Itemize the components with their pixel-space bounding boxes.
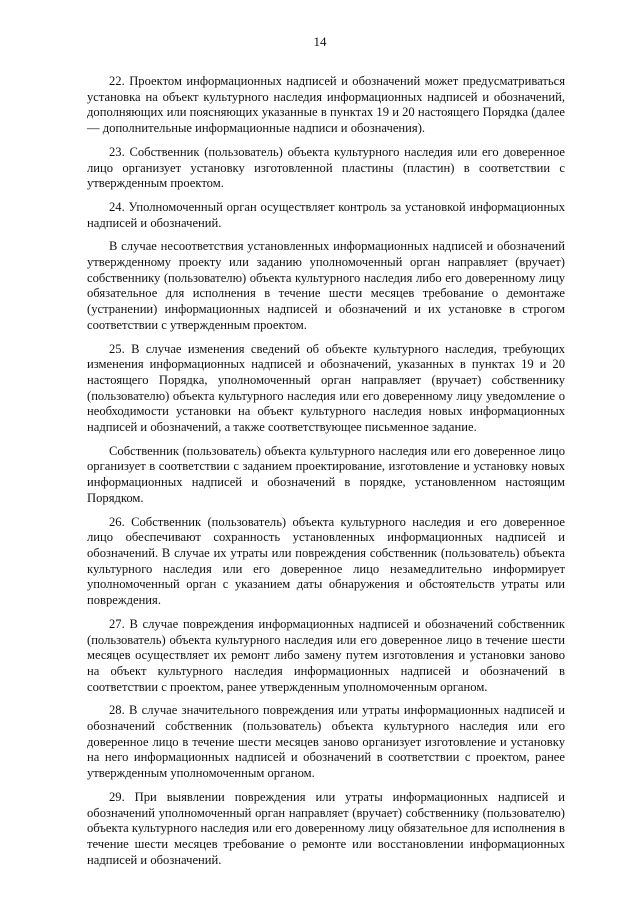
paragraph-28: 28. В случае значительного повреждения или утраты информационных надписей и обозначений собственник (пользователь) объекта культурного наследия или его доверенное лицо в течение шести месяцев заново организует изготовление и установку на него информационных надписей и обозначений в соответствии с проектом, ранее утвержденным уполномоченным органом. [87, 703, 565, 781]
paragraph-26: 26. Собственник (пользователь) объекта культурного наследия и его доверенное лицо обеспечивают сохранность установленных информационных надписей и обозначений. В случае их утраты или повреждения собственник (пользователь) объекта культурного наследия или его доверенное лицо незамедлительно информирует уполномоченный орган с указанием даты обнаружения и обстоятельств утраты или повреждения. [87, 514, 565, 608]
paragraph-25-continuation: Собственник (пользователь) объекта культурного наследия или его доверенное лицо организует в соответствии с заданием проектирование, изготовление и установку новых информационных надписей и обозначений в порядке, установленном настоящим Порядком. [87, 443, 565, 505]
paragraph-23: 23. Собственник (пользователь) объекта культурного наследия или его доверенное лицо организует установку изготовленной пластины (пластин) в соответствии с утвержденным проектом. [87, 144, 565, 191]
document-body [87, 74, 565, 876]
paragraph-25: 25. В случае изменения сведений об объекте культурного наследия, требующих изменения информационных надписей и обозначений, указанных в пунктах 19 и 20 настоящего Порядка, уполномоченный орган направляет (вручает) собственнику (пользователю) объекта культурного наследия или его доверенному лицу уведомление о необходимости установки на объект культурного наследия новых информационных надписей и обозначений, а также соответствующее письменное задание. [87, 341, 565, 435]
paragraph-29: 29. При выявлении повреждения или утраты информационных надписей и обозначений уполномоченный орган направляет (вручает) собственнику (пользователю) объекта культурного наследия или его доверенному лицу обязательное для исполнения в течение шести месяцев требование о ремонте или восстановлении информационных надписей и обозначений. [87, 789, 565, 867]
paragraph-27: 27. В случае повреждения информационных надписей и обозначений собственник (пользователь) объекта культурного наследия или его доверенное лицо в течение шести месяцев осуществляет их ремонт либо замену путем изготовления и установки заново на объект культурного наследия информационных надписей и обозначений в соответствии с проектом, ранее утвержденным уполномоченным органом. [87, 616, 565, 694]
paragraph-24: 24. Уполномоченный орган осуществляет контроль за установкой информационных надписей и обозначений. [87, 199, 565, 230]
paragraph-22: 22. Проектом информационных надписей и обозначений может предусматриваться установка на объект культурного наследия информационных надписей и обозначений, дополняющих или поясняющих указанные в пунктах 19 и 20 настоящего Порядка (далее — дополнительные информационные надписи и обозначения). [87, 74, 565, 136]
paragraph-24-continuation: В случае несоответствия установленных информационных надписей и обозначений утвержденному проекту или заданию уполномоченный орган направляет (вручает) собственнику (пользователю) объекта культурного наследия либо его доверенному лицу обязательное для исполнения в течение шести месяцев требование о демонтаже (устранении) информационных надписей и обозначений и их установке в строгом соответствии с утвержденным проектом. [87, 239, 565, 332]
page-number: 14 [313, 34, 327, 49]
